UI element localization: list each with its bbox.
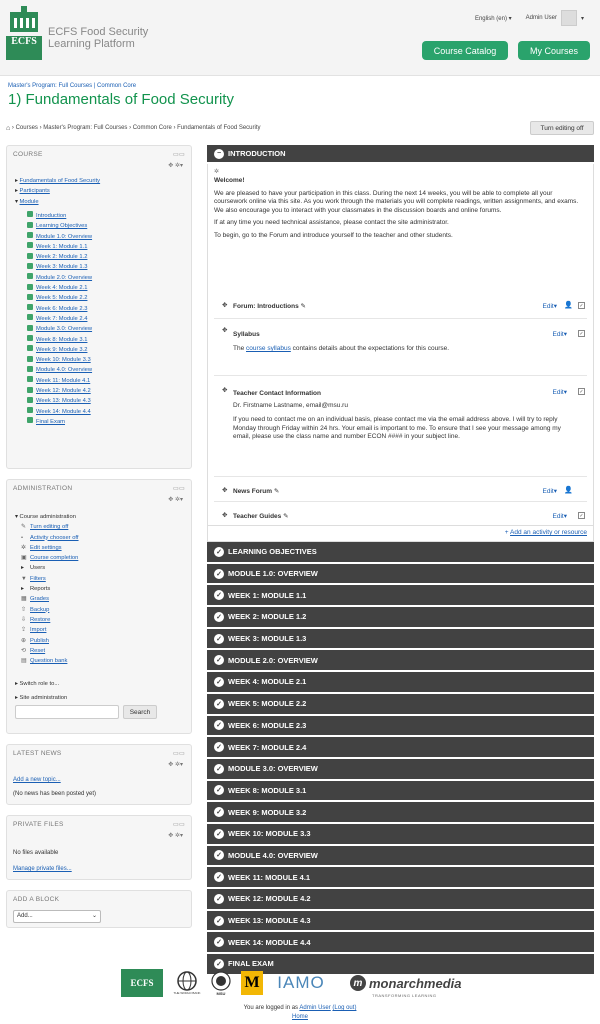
module-item[interactable]: Module 2.0: Overview bbox=[27, 273, 92, 283]
intro-paragraph: To begin, go to the Forum and introduce yourself to the teacher and other students. bbox=[214, 231, 453, 239]
breadcrumb-item[interactable]: Common Core bbox=[132, 125, 172, 131]
expand-section-icon: ✓ bbox=[214, 937, 224, 947]
pencil-icon: ✎ bbox=[21, 524, 26, 531]
block-title: COURSE bbox=[13, 150, 43, 158]
pencil-icon[interactable]: ✎ bbox=[300, 303, 306, 310]
chevron-down-icon: ▾ bbox=[580, 15, 584, 22]
module-item[interactable]: Module 1.0: Overview bbox=[27, 232, 92, 242]
admin-item[interactable]: ▣ Course completion bbox=[21, 553, 79, 563]
block-actions-icon[interactable]: ✥ ✲▾ bbox=[168, 497, 183, 503]
edit-menu[interactable]: Edit▾ bbox=[552, 331, 567, 338]
module-item[interactable]: Module 3.0: Overview bbox=[27, 324, 92, 334]
admin-item[interactable]: ⟲ Reset bbox=[21, 646, 79, 656]
monarch-m-icon: m bbox=[350, 975, 366, 991]
mizzou-logo: M bbox=[241, 971, 263, 995]
forum-link[interactable]: Forum: Introductions ✎ bbox=[233, 303, 306, 310]
block-actions-icon[interactable]: ✥ ✲▾ bbox=[168, 833, 183, 839]
iamo-logo: IAMO bbox=[277, 973, 325, 992]
section-header[interactable]: ✓ MODULE 3.0: OVERVIEW bbox=[207, 759, 594, 781]
move-icon[interactable]: ✥ bbox=[222, 387, 228, 394]
admin-item[interactable]: ▼ Filters bbox=[21, 574, 79, 584]
module-item[interactable]: Module 4.0: Overview bbox=[27, 365, 92, 375]
module-item[interactable]: Week 8: Module 3.1 bbox=[27, 335, 92, 345]
module-item[interactable]: Week 4: Module 2.1 bbox=[27, 283, 92, 293]
expand-section-icon: ✓ bbox=[214, 872, 224, 882]
section-header[interactable]: ✓ WEEK 10: MODULE 3.3 bbox=[207, 824, 594, 846]
expand-section-icon: ✓ bbox=[214, 742, 224, 752]
block-actions-icon[interactable]: ✥ ✲▾ bbox=[168, 163, 183, 169]
no-files-text: No files available bbox=[13, 850, 59, 856]
check-icon bbox=[27, 242, 33, 248]
activity-news-forum bbox=[214, 478, 587, 502]
section-header[interactable]: ✓ LEARNING OBJECTIVES bbox=[207, 542, 594, 564]
turn-editing-off-button[interactable]: Turn editing off bbox=[530, 121, 594, 135]
footer bbox=[0, 960, 600, 1024]
syllabus-title: Syllabus bbox=[233, 331, 260, 338]
section-header[interactable]: ✓ WEEK 1: MODULE 1.1 bbox=[207, 585, 594, 607]
module-item[interactable]: Week 14: Module 4.4 bbox=[27, 407, 92, 417]
check-icon bbox=[27, 294, 33, 300]
course-content bbox=[207, 145, 594, 976]
gear-icon: ✲ bbox=[21, 544, 26, 551]
logged-in-info: You are logged in as Admin User (Log out) bbox=[243, 1005, 357, 1011]
completion-checkbox[interactable]: ✓ bbox=[579, 389, 584, 395]
completion-icon: ▣ bbox=[21, 555, 27, 562]
module-list bbox=[27, 211, 92, 427]
expand-section-icon: ✓ bbox=[214, 612, 224, 622]
check-icon bbox=[27, 417, 33, 423]
section-header[interactable]: ✓ WEEK 2: MODULE 1.2 bbox=[207, 607, 594, 629]
dock-icon[interactable]: ▭▭ bbox=[173, 821, 185, 828]
tree-item[interactable]: ▸ Participants bbox=[15, 188, 50, 195]
check-icon bbox=[27, 222, 33, 228]
admin-item[interactable]: ⊕ Publish bbox=[21, 636, 79, 646]
add-activity-link[interactable]: + Add an activity or resource bbox=[207, 526, 594, 542]
dock-icon[interactable]: ▭▭ bbox=[173, 485, 185, 492]
check-icon bbox=[27, 335, 33, 341]
expand-section-icon: ✓ bbox=[214, 829, 224, 839]
ecfs-logo-icon[interactable] bbox=[6, 6, 42, 62]
admin-item[interactable]: ⇧ Backup bbox=[21, 605, 79, 615]
section-header[interactable]: ✓ FINAL EXAM bbox=[207, 954, 594, 976]
edit-menu[interactable]: Edit▾ bbox=[542, 303, 557, 310]
block-title: ADD A BLOCK bbox=[13, 895, 60, 903]
module-item[interactable]: Week 13: Module 4.3 bbox=[27, 396, 92, 406]
import-icon: ⇪ bbox=[21, 627, 26, 634]
expand-section-icon: ✓ bbox=[214, 547, 224, 557]
user-menu[interactable]: Admin User ▾ bbox=[526, 10, 584, 26]
section-header[interactable]: ✓ WEEK 6: MODULE 2.3 bbox=[207, 716, 594, 738]
monarch-media-logo: m monarchmedia bbox=[350, 969, 474, 997]
globe-icon bbox=[176, 971, 198, 991]
language-menu[interactable]: English (en) ▾ bbox=[474, 15, 512, 22]
completion-checkbox[interactable]: ✓ bbox=[579, 331, 584, 337]
expand-section-icon: ✓ bbox=[214, 916, 224, 926]
completion-checkbox[interactable]: ✓ bbox=[579, 513, 584, 519]
expand-section-icon: ✓ bbox=[214, 807, 224, 817]
check-icon bbox=[27, 232, 33, 238]
section-header[interactable]: ✓ WEEK 3: MODULE 1.3 bbox=[207, 629, 594, 651]
world-bank-logo: THE WORLD BANK bbox=[172, 969, 202, 997]
module-item[interactable]: Final Exam bbox=[27, 417, 92, 427]
section-header[interactable]: ✓ MODULE 4.0: OVERVIEW bbox=[207, 846, 594, 868]
reset-icon: ⟲ bbox=[21, 647, 26, 654]
block-title: ADMINISTRATION bbox=[13, 484, 73, 492]
edit-menu[interactable]: Edit▾ bbox=[552, 389, 567, 396]
check-icon bbox=[27, 366, 33, 372]
section-header[interactable]: ✓ MODULE 1.0: OVERVIEW bbox=[207, 564, 594, 586]
introduction-section bbox=[207, 164, 594, 526]
intro-paragraph: We are pleased to have your participation in this class. During the next 14 weeks, you will be able to complete all your coursework online via this site. As you work through the materials you will complete readings, written assignments, and exams. We also encourage you to interact with your classmates in the discussion boards and online forums. bbox=[214, 189, 579, 214]
seal-icon bbox=[211, 971, 231, 991]
user-link[interactable]: Admin User bbox=[299, 1005, 331, 1011]
expand-section-icon: ✓ bbox=[214, 720, 224, 730]
expand-icon: ▸ bbox=[21, 586, 24, 593]
syllabus-desc: The course syllabus contains details about the expectations for this course. bbox=[233, 345, 450, 352]
expand-section-icon: ✓ bbox=[214, 959, 224, 969]
section-header[interactable]: ✓ WEEK 5: MODULE 2.2 bbox=[207, 694, 594, 716]
admin-item[interactable]: ▦ Grades bbox=[21, 594, 79, 604]
intro-paragraph: If at any time you need technical assistance, please contact the site administrator. bbox=[214, 219, 449, 226]
section-header[interactable]: ✓ WEEK 4: MODULE 2.1 bbox=[207, 672, 594, 694]
search-button[interactable]: Search bbox=[123, 705, 157, 719]
private-files-block bbox=[6, 815, 192, 880]
site-admin-node[interactable]: ▸ Site administration bbox=[15, 695, 68, 702]
dock-icon[interactable]: ▭▭ bbox=[173, 750, 185, 757]
course-catalog-button[interactable]: Course Catalog bbox=[422, 41, 508, 60]
block-title: PRIVATE FILES bbox=[13, 820, 64, 828]
admin-tree-bottom bbox=[15, 679, 67, 704]
move-icon[interactable]: ✥ bbox=[222, 487, 228, 494]
section-header[interactable]: ✓ WEEK 8: MODULE 3.1 bbox=[207, 781, 594, 803]
gear-icon[interactable]: ✲ bbox=[214, 169, 220, 175]
edit-menu[interactable]: Edit▾ bbox=[542, 488, 557, 495]
module-item[interactable]: Week 10: Module 3.3 bbox=[27, 355, 92, 365]
admin-item[interactable]: ✎ Turn editing off bbox=[21, 522, 79, 532]
expand-icon: ▸ bbox=[21, 565, 24, 572]
section-header[interactable]: ✓ WEEK 13: MODULE 4.3 bbox=[207, 911, 594, 933]
activity-teacher-contact bbox=[214, 377, 587, 477]
admin-item[interactable]: ⇪ Import bbox=[21, 625, 79, 635]
add-block-block bbox=[6, 890, 192, 928]
breadcrumb-item[interactable]: Master's Program: Full Courses bbox=[43, 125, 128, 131]
home-link[interactable]: Home bbox=[291, 1014, 308, 1020]
module-item[interactable]: Week 6: Module 2.3 bbox=[27, 304, 92, 314]
monarch-tagline: TRANSFORMING LEARNING bbox=[372, 993, 437, 998]
teacher-name: Dr. Firstname Lastname, email@msu.ru bbox=[233, 402, 348, 409]
avatar bbox=[561, 10, 577, 26]
course-tree bbox=[15, 176, 100, 207]
breadcrumb: ⌂ › Courses › Master's Program: Full Courses › Common Core › Fundamentals of Food Security bbox=[6, 124, 261, 132]
user-icon[interactable]: 👤 bbox=[564, 487, 573, 494]
section-header[interactable]: ✓ WEEK 11: MODULE 4.1 bbox=[207, 867, 594, 889]
expand-section-icon: ✓ bbox=[214, 894, 224, 904]
expand-section-icon: ✓ bbox=[214, 569, 224, 579]
check-icon bbox=[27, 284, 33, 290]
activity-teacher-guides bbox=[214, 503, 587, 527]
module-item[interactable]: Week 12: Module 4.2 bbox=[27, 386, 92, 396]
administration-block bbox=[6, 479, 192, 734]
section-header[interactable]: ✓ WEEK 12: MODULE 4.2 bbox=[207, 889, 594, 911]
check-icon bbox=[27, 407, 33, 413]
logout-link[interactable]: (Log out) bbox=[332, 1005, 357, 1011]
check-icon bbox=[27, 304, 33, 310]
section-header[interactable]: ✓ WEEK 7: MODULE 2.4 bbox=[207, 737, 594, 759]
add-topic-link[interactable]: Add a new topic... bbox=[13, 777, 61, 783]
check-icon bbox=[27, 376, 33, 382]
admin-list bbox=[21, 522, 79, 666]
check-icon bbox=[27, 387, 33, 393]
site-name[interactable]: ECFS Food Security Learning Platform bbox=[48, 26, 149, 50]
bullet-icon: • bbox=[21, 534, 24, 541]
expand-section-icon: ✓ bbox=[214, 699, 224, 709]
module-item[interactable]: Week 1: Module 1.1 bbox=[27, 242, 92, 252]
logo-abbr: ECFS bbox=[11, 36, 37, 47]
edit-menu[interactable]: Edit▾ bbox=[552, 513, 567, 520]
expand-section-icon: ✓ bbox=[214, 764, 224, 774]
move-icon[interactable]: ✥ bbox=[222, 327, 228, 334]
block-actions-icon[interactable]: ✥ ✲▾ bbox=[168, 762, 183, 768]
check-icon bbox=[27, 314, 33, 320]
dock-icon[interactable]: ▭▭ bbox=[173, 151, 185, 158]
tree-item[interactable]: ▸ Fundamentals of Food Security bbox=[15, 178, 101, 184]
breadcrumb-item[interactable]: Courses bbox=[15, 125, 38, 131]
module-item[interactable]: Week 3: Module 1.3 bbox=[27, 262, 92, 272]
activity-syllabus bbox=[214, 320, 587, 376]
my-courses-button[interactable]: My Courses bbox=[518, 41, 590, 60]
check-icon bbox=[27, 356, 33, 362]
home-icon[interactable]: ⌂ bbox=[6, 124, 11, 132]
expand-section-icon: ✓ bbox=[214, 634, 224, 644]
module-item[interactable]: Week 7: Module 2.4 bbox=[27, 314, 92, 324]
news-forum-link[interactable]: News Forum ✎ bbox=[233, 488, 280, 495]
admin-item[interactable]: ▤ Question bank bbox=[21, 656, 79, 666]
module-item[interactable]: Week 5: Module 2.2 bbox=[27, 293, 92, 303]
check-icon bbox=[27, 253, 33, 259]
check-icon bbox=[27, 397, 33, 403]
teacher-contact-text: If you need to contact me on an individual basis, please contact me via the email address above. I will try to reply Monday through Friday within 24 hrs. Your email is important to me. To ensure that I see your message among my email, please use the class name and number ECON #### in your subject line. bbox=[233, 416, 561, 440]
section-header[interactable]: ✓ WEEK 9: MODULE 3.2 bbox=[207, 802, 594, 824]
teacher-contact-title: Teacher Contact Information bbox=[233, 390, 322, 397]
move-icon[interactable]: ✥ bbox=[222, 512, 228, 519]
ecfs-footer-logo: ECFS bbox=[121, 969, 163, 997]
check-icon bbox=[27, 345, 33, 351]
module-item[interactable]: Week 11: Module 4.1 bbox=[27, 376, 92, 386]
expand-section-icon: ✓ bbox=[214, 655, 224, 665]
switch-role-node[interactable]: ▸ Switch role to... bbox=[15, 681, 60, 687]
check-icon bbox=[27, 325, 33, 331]
restore-icon: ⇩ bbox=[21, 616, 26, 623]
admin-tree bbox=[15, 512, 76, 522]
admin-item[interactable]: • Activity chooser off bbox=[21, 533, 79, 543]
block-title: LATEST NEWS bbox=[13, 749, 62, 757]
section-list bbox=[207, 542, 594, 976]
course-syllabus-link[interactable]: course syllabus bbox=[246, 345, 291, 352]
module-item[interactable]: Week 2: Module 1.2 bbox=[27, 252, 92, 262]
pencil-icon[interactable]: ✎ bbox=[283, 513, 289, 520]
teacher-guides-link[interactable]: Teacher Guides ✎ bbox=[233, 513, 289, 520]
admin-item[interactable]: ✲ Edit settings bbox=[21, 543, 79, 553]
section-header-introduction[interactable]: − INTRODUCTION bbox=[207, 145, 594, 164]
site-header bbox=[0, 0, 600, 76]
section-header[interactable]: ✓ WEEK 14: MODULE 4.4 bbox=[207, 932, 594, 954]
expand-section-icon: ✓ bbox=[214, 850, 224, 860]
course-block bbox=[6, 145, 192, 469]
latest-news-block bbox=[6, 744, 192, 805]
add-block-select[interactable]: Add... ⌄ bbox=[13, 910, 101, 923]
section-header[interactable]: ✓ MODULE 2.0: OVERVIEW bbox=[207, 650, 594, 672]
module-item[interactable]: Learning Objectives bbox=[27, 221, 92, 231]
user-icon[interactable]: 👤 bbox=[564, 302, 573, 309]
module-item[interactable]: Week 9: Module 3.2 bbox=[27, 345, 92, 355]
check-icon bbox=[27, 263, 33, 269]
publish-icon: ⊕ bbox=[21, 637, 26, 644]
check-icon bbox=[27, 211, 33, 217]
expand-section-icon: ✓ bbox=[214, 785, 224, 795]
filter-icon: ▼ bbox=[21, 575, 27, 582]
welcome-text: Welcome! bbox=[214, 177, 245, 184]
question-bank-icon: ▤ bbox=[21, 658, 27, 665]
msu-logo: MSU bbox=[209, 969, 233, 997]
breadcrumb-item[interactable]: Fundamentals of Food Security bbox=[177, 125, 261, 131]
admin-search-input[interactable] bbox=[15, 705, 119, 719]
grades-icon: ▦ bbox=[21, 596, 27, 603]
admin-item[interactable]: ▸ Reports bbox=[21, 584, 79, 594]
page-title: 1) Fundamentals of Food Security bbox=[8, 91, 234, 108]
program-links[interactable]: Master's Program: Full Courses | Common Core bbox=[8, 83, 137, 89]
pencil-icon[interactable]: ✎ bbox=[273, 488, 280, 495]
backup-icon: ⇧ bbox=[21, 606, 26, 613]
tree-item[interactable]: ▾ Module bbox=[15, 198, 39, 205]
expand-section-icon: ✓ bbox=[214, 677, 224, 687]
course-admin-node[interactable]: ▾ Course administration bbox=[15, 514, 76, 520]
check-icon bbox=[27, 273, 33, 279]
completion-checkbox[interactable]: ✓ bbox=[579, 303, 584, 309]
manage-files-link[interactable]: Manage private files... bbox=[13, 866, 72, 872]
expand-section-icon: ✓ bbox=[214, 590, 224, 600]
collapse-icon: − bbox=[214, 149, 224, 159]
module-item[interactable]: Introduction bbox=[27, 211, 92, 221]
admin-item[interactable]: ▸ Users bbox=[21, 563, 79, 573]
admin-item[interactable]: ⇩ Restore bbox=[21, 615, 79, 625]
move-icon[interactable]: ✥ bbox=[222, 302, 228, 309]
activity-forum bbox=[214, 297, 587, 319]
chevron-down-icon: ⌄ bbox=[91, 913, 97, 919]
no-news-text: (No news has been posted yet) bbox=[13, 791, 97, 797]
